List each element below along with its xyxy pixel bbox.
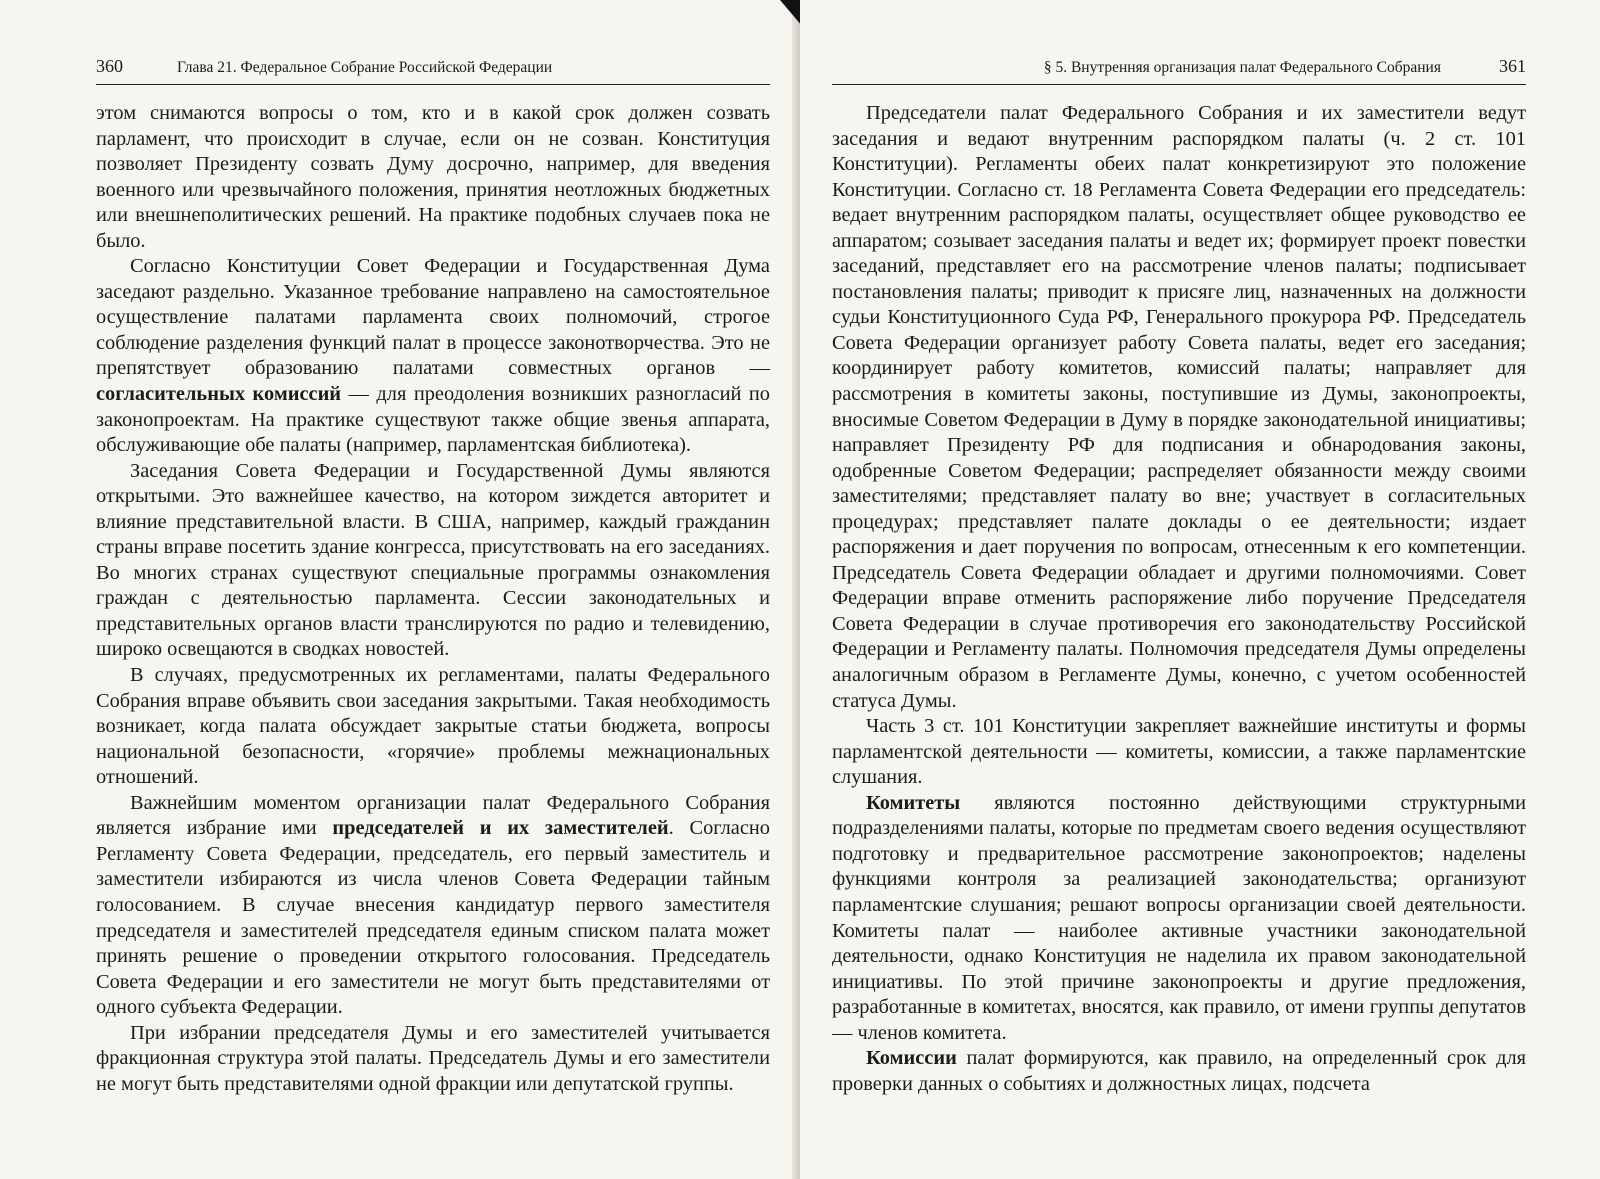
text-run: являются постоянно действующими структурными подразделениями палаты, которые по предметам своего ведения осуществляют подготовку и предварительное рассмотрение законопроектов; наделены функциями контроля за реализацией законодательства; организуют парламентские слушания; решают вопросы организации своей деятельности. Комитеты палат — наиболее активные участники законодательной деятельности, однако Конституция не наделила их правом законодательной инициативы. По этой причине законопроекты и другие предложения, разработанные в комитетах, вносятся, как правило, от имени группы депутатов — членов комитета. xyxy=(832,791,1526,1044)
bold-term: согласительных комиссий xyxy=(96,383,342,406)
paragraph xyxy=(96,254,770,458)
text-run: При избрании председателя Думы и его заместителей учитывается фракционная структура этой палаты. Председатель Думы и его заместители не могут быть представителями одной фракции или депутатской группы. xyxy=(96,1021,770,1095)
paragraph xyxy=(832,714,1526,791)
paragraph xyxy=(832,1046,1526,1097)
left-page-body xyxy=(96,101,770,1097)
text-run: этом снимаются вопросы о том, кто и в какой срок должен созвать парламент, что происходит в случае, если он не созван. Конституция позволяет Президенту созвать Думу досрочно, например, для введения военного или чрезвычайного положения, принятия неотложных бюджетных или внешнеполитических решений. На практике подобных случаев пока не было. xyxy=(96,102,770,252)
right-page-body xyxy=(832,101,1526,1097)
paragraph xyxy=(96,101,770,254)
paragraph xyxy=(832,791,1526,1046)
text-run: Заседания Совета Федерации и Государственной Думы являются открытыми. Это важнейшее качество, на котором зиждется авторитет и влияние представительной власти. В США, например, каждый гражданин страны вправе посетить здание конгресса, присутствовать на его заседаниях. Во многих странах существуют специальные программы ознакомления граждан с деятельностью парламента. Сессии законодательных и представительных органов власти транслируются по радио и телевидению, широко освещаются в сводках новостей. xyxy=(96,459,770,661)
paragraph xyxy=(96,459,770,663)
page-number: 361 xyxy=(1499,56,1526,76)
text-run: В случаях, предусмотренных их регламентами, палаты Федерального Собрания вправе объявить свои заседания закрытыми. Такая необходимость возникает, когда палата обсуждает закрытые статьи бюджета, вопросы национальной безопасности, «горячие» проблемы межнациональных отношений. xyxy=(96,664,770,789)
running-head: § 5. Внутренняя организация палат Федерального Собрания xyxy=(1043,59,1441,76)
text-run: Согласно Конституции Совет Федерации и Государственная Дума заседают раздельно. Указанное требование направлено на самостоятельное осуществление палатами парламента своих полномочий, строгое соблюдение разделения функций палат в процессе законотворчества. Это не препятствует образованию палатами совместных органов — xyxy=(96,255,770,380)
text-run: палат формируются, как правило, на определенный срок для проверки данных о событиях и должностных лицах, подсчета xyxy=(832,1047,1526,1095)
text-run: Председатели палат Федерального Собрания и их заместители ведут заседания и ведают внутренним распорядком палаты (ч. 2 ст. 101 Конституции). Регламенты обеих палат конкретизируют это положение Конституции. Согласно ст. 18 Регламента Совета Федерации его председатель: ведает внутренним распорядком палаты, осуществляет общее руководство ее аппаратом; созывает заседания палаты и ведет их; формирует проект повестки заседаний, представляет его на рассмотрение членов палаты; подписывает постановления палаты; приводит к присяге лиц, назначенных на должности судьи Конституционного Суда РФ, Генерального прокурора РФ. Председатель Совета Федерации организует работу Совета палаты, ведет его заседания; координирует работу комитетов, комиссий палаты; направляет для рассмотрения в комитеты законы, поступившие из Думы, законопроекты, вносимые Советом Федерации в Думу в порядке законодательной инициативы; направляет Президенту РФ для подписания и обнародования законы, одобренные Советом Федерации; распределяет обязанности между своими заместителями; представляет палату во вне; участвует в согласительных процедурах; представляет палате доклады о ее деятельности; издает распоряжения и дает поручения по вопросам, отнесенным к его компетенции. Председатель Совета Федерации обладает и другими полномочиями. Совет Федерации вправе отменить распоряжение либо поручение Председателя Совета Федерации в случае противоречия его законодательству Российской Федерации и Регламенту палаты. Полномочия председателя Думы определены аналогичным образом в Регламенте Думы, конечно, с учетом особенностей статуса Думы. xyxy=(832,102,1526,712)
bold-term: Комитеты xyxy=(866,791,961,814)
text-run: Часть 3 ст. 101 Конституции закрепляет важнейшие институты и формы парламентской деятельности — комитеты, комиссии, а также парламентские слушания. xyxy=(832,715,1526,789)
text-run: — для преодоления возникших разногласий по законопроектам. На практике существуют также общие звенья аппарата, обслуживающие обе палаты (например, парламентская библиотека). xyxy=(96,383,770,457)
text-run: Важнейшим моментом организации палат Федерального Собрания является избрание ими xyxy=(96,791,770,840)
left-page-header xyxy=(96,56,770,85)
bold-term: Комиссии xyxy=(866,1047,957,1070)
text-run: . Согласно Регламенту Совета Федерации, председатель, его первый заместитель и заместители избираются из числа членов Совета Федерации тайным голосованием. В случае внесения кандидатур первого заместителя председателя и заместителей председателя единым списком палата может принять решение о проведении открытого голосования. Председатель Совета Федерации и его заместители не могут быть представителями от одного субъекта Федерации. xyxy=(96,817,770,1019)
paragraph xyxy=(96,663,770,791)
right-page-header xyxy=(832,56,1526,85)
right-page xyxy=(800,0,1600,1179)
paragraph xyxy=(96,791,770,1021)
paragraph xyxy=(96,1021,770,1098)
bold-term: председателей и их заместителей xyxy=(332,817,669,840)
running-head: Глава 21. Федеральное Собрание Российской Федерации xyxy=(177,59,553,76)
page-number: 360 xyxy=(96,56,123,76)
paragraph xyxy=(832,101,1526,714)
